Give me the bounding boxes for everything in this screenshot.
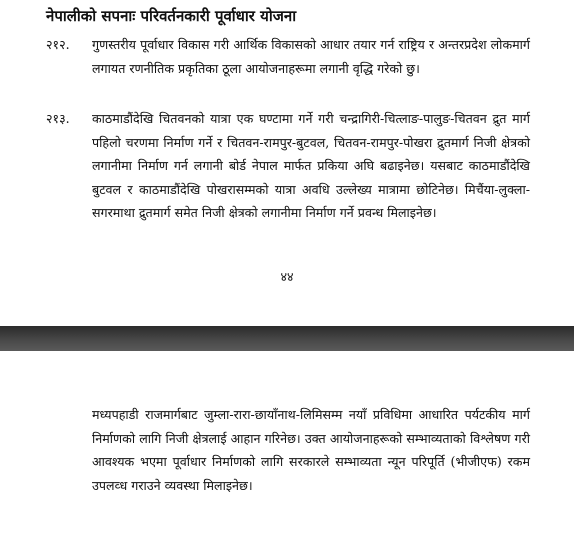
page-number: ४४ [280,269,294,284]
paragraph-continuation: मध्यपहाडी राजमार्गबाट जुम्ला-रारा-छायाँनाथ-लिमिसम्म नयाँ प्रविधिमा आधारित पर्यटकीय मार्ग निर्माणको लागि निजी क्षेत्रलाई आहान गरिनेछ। उक्त आयोजनाहरूको सम्भाव्यताको विश्लेषण गरी आवश्यक भएमा पूर्वाधार निर्माणको लागि सरकारले सम्भाव्यता न्यून परिपूर्ति (भीजीएफ) रकम उपलव्ध गराउने व्यवस्था मिलाइनेछ। [92,407,530,493]
paragraph-number: २१३. [46,111,70,126]
section-heading: नेपालीको सपनाः परिवर्तनकारी पूर्वाधार योजना [46,7,297,25]
paragraph-text: काठमाडौंदेखि चितवनको यात्रा एक घण्टामा गर्ने गरी चन्द्रागिरी-चित्लाङ-पालुङ-चितवन द्रुत मार्ग पहिलो चरणमा निर्माण गर्ने र चितवन-रामपुर-बुटवल, चितवन-रामपुर-पोखरा द्रुतमार्ग निजी क्षेत्रको लगानीमा निर्माण गर्न लगानी बोर्ड नेपाल मार्फत प्रकिया अघि बढाइनेछ। यसबाट काठमाडौंदेखि बुटवल र काठमाडौंदेखि पोखरासम्मको यात्रा अवधि उल्लेख्य मात्रामा छोटिनेछ। मिचैंया-लुक्ला-सगरमाथा द्रुतमार्ग समेत निजी क्षेत्रको लगानीमा निर्माण गर्ने प्रवन्ध मिलाइनेछ। [92,111,530,220]
document-page-lower [0,351,574,533]
paragraph-number: २१२. [46,37,70,52]
paragraph-text: गुणस्तरीय पूर्वाधार विकास गरी आर्थिक विकासको आधार तयार गर्न राष्ट्रिय र अन्तरप्रदेश लोकमार्ग लगायत रणनीतिक प्रकृतिका ठूला आयोजनाहरूमा लगानी वृद्धि गरेको छु। [92,37,530,76]
page-separator [0,326,574,351]
